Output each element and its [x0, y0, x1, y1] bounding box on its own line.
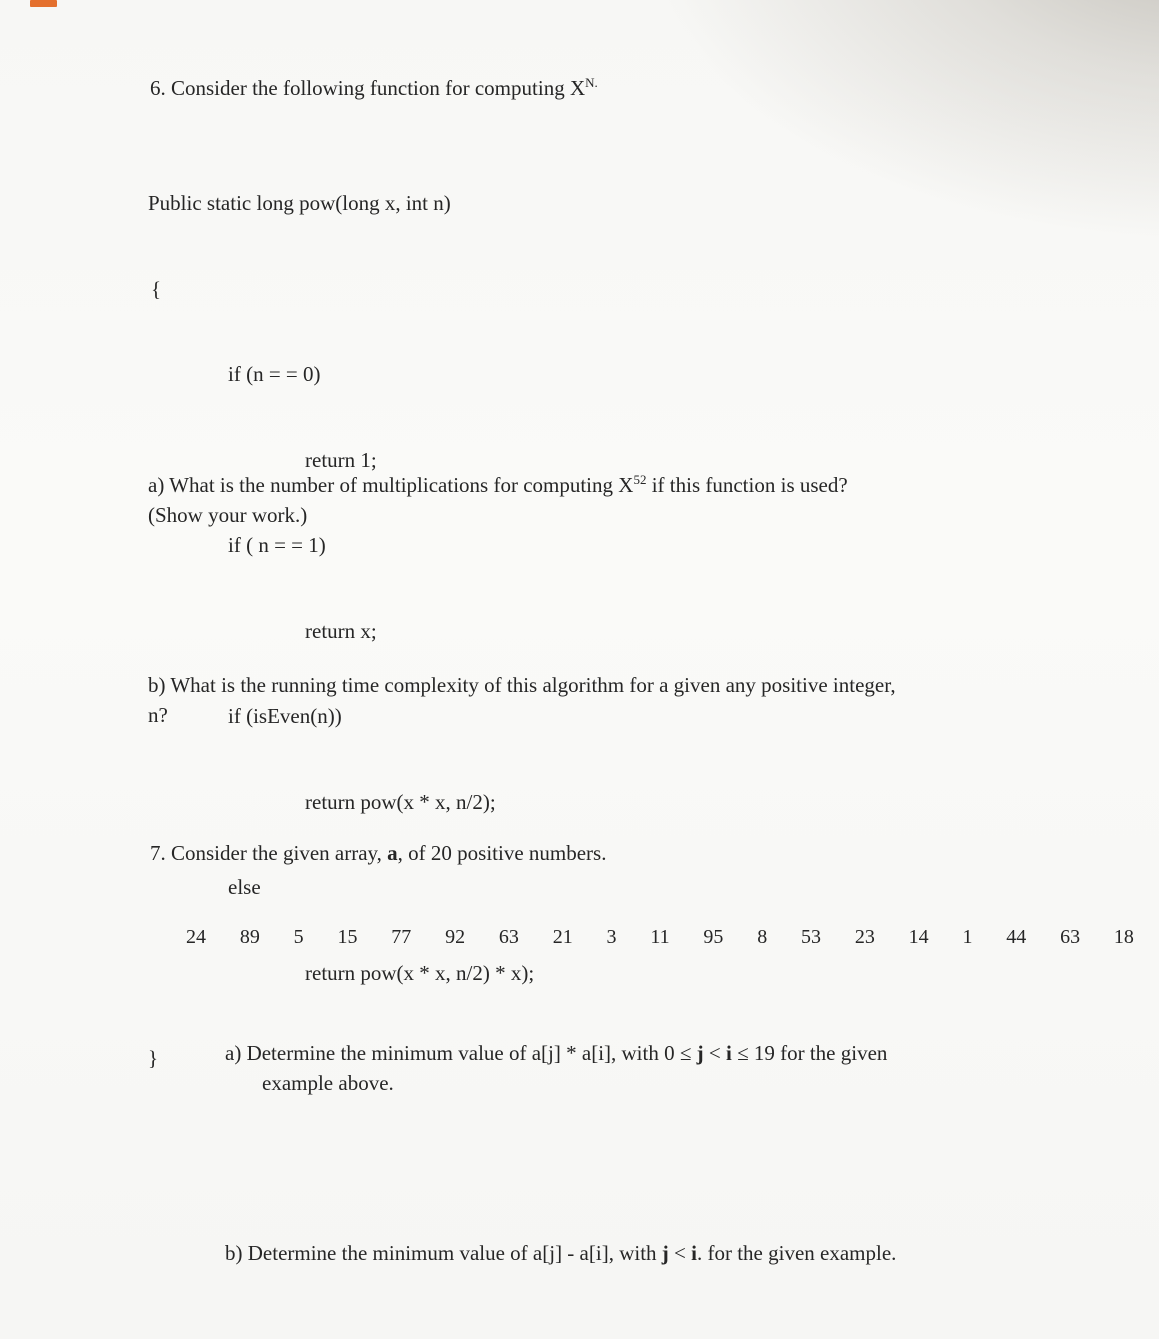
array-value: 18: [1113, 926, 1134, 948]
q7a-line2: example above.: [262, 1071, 394, 1095]
code-line: return pow(x * x, n/2);: [305, 789, 496, 814]
array-value: 5: [293, 926, 304, 948]
q6a-text: a) What is the number of multiplications for computing X: [148, 473, 634, 497]
array-value: 8: [757, 926, 768, 948]
q7a-bold-j: j: [696, 1041, 704, 1065]
array-value: 3: [606, 926, 617, 948]
code-line: return x;: [305, 618, 377, 643]
scan-artifact-mark: [30, 0, 57, 7]
question-6-title: [150, 76, 598, 101]
array-value: 63: [498, 926, 519, 948]
question-6-title-text: 6. Consider the following function for computing X: [150, 76, 586, 100]
array-value: 53: [801, 926, 822, 948]
question-6-part-b: [148, 670, 1078, 730]
code-line: else: [228, 875, 261, 899]
question-7-title: [150, 841, 606, 866]
question-7-title-bold-a: a: [387, 841, 398, 865]
code-header: Public static long pow(long x, int n): [148, 191, 451, 215]
code-block: [148, 132, 534, 1130]
code-open-brace: {: [151, 276, 162, 301]
array-value: 92: [445, 926, 466, 948]
array-value: 23: [854, 926, 875, 948]
q7b-text: <: [668, 1241, 692, 1265]
question-7-part-b: [225, 1238, 1105, 1268]
q6b-line1: b) What is the running time complexity of this algorithm for a given any positive integer,: [148, 673, 896, 697]
code-line: if ( n = = 1): [228, 533, 326, 557]
question-7-title-text: 7. Consider the given array,: [150, 841, 388, 865]
q7a-text: ≤ 19 for the given: [731, 1041, 888, 1065]
q7a-text: a) Determine the minimum value of a[j] * a[i], with 0 ≤: [225, 1041, 697, 1065]
array-value: 14: [908, 926, 929, 948]
q7b-bold-j: j: [661, 1241, 669, 1265]
array-value: 15: [337, 926, 358, 948]
q6b-line2: n?: [148, 703, 168, 727]
q7a-text: <: [703, 1041, 726, 1065]
question-6-part-a: [148, 470, 1048, 530]
array-value: 11: [650, 926, 670, 948]
q7b-bold-i: i: [691, 1241, 697, 1265]
array-value: 21: [552, 926, 573, 948]
question-6-title-superscript: N.: [585, 75, 598, 90]
q6a-line2: (Show your work.): [148, 503, 308, 527]
code-close-brace: }: [148, 1046, 159, 1070]
question-7-title-suffix: , of 20 positive numbers.: [397, 841, 607, 865]
code-line: if (n = = 0): [228, 362, 321, 386]
code-line: return 1;: [305, 447, 377, 472]
array-value: 24: [186, 926, 206, 948]
array-value: 1: [962, 926, 973, 948]
array-value: 77: [391, 926, 412, 948]
code-line: if (isEven(n)): [228, 704, 342, 728]
array-value: 44: [1006, 926, 1027, 948]
q7b-text: . for the given example.: [696, 1241, 897, 1265]
array-value: 89: [239, 926, 260, 948]
array-value: 95: [703, 926, 724, 948]
array-value: 63: [1060, 926, 1081, 948]
q6a-text-suffix: if this function is used?: [646, 473, 848, 497]
q7a-bold-i: i: [725, 1041, 732, 1065]
q6a-superscript: 52: [633, 472, 647, 487]
code-line: return pow(x * x, n/2) * x);: [305, 960, 535, 985]
array-values-row: [186, 926, 1134, 949]
q7b-text: b) Determine the minimum value of a[j] - a[i], with: [225, 1241, 662, 1265]
question-7-part-a: [225, 1038, 1085, 1098]
